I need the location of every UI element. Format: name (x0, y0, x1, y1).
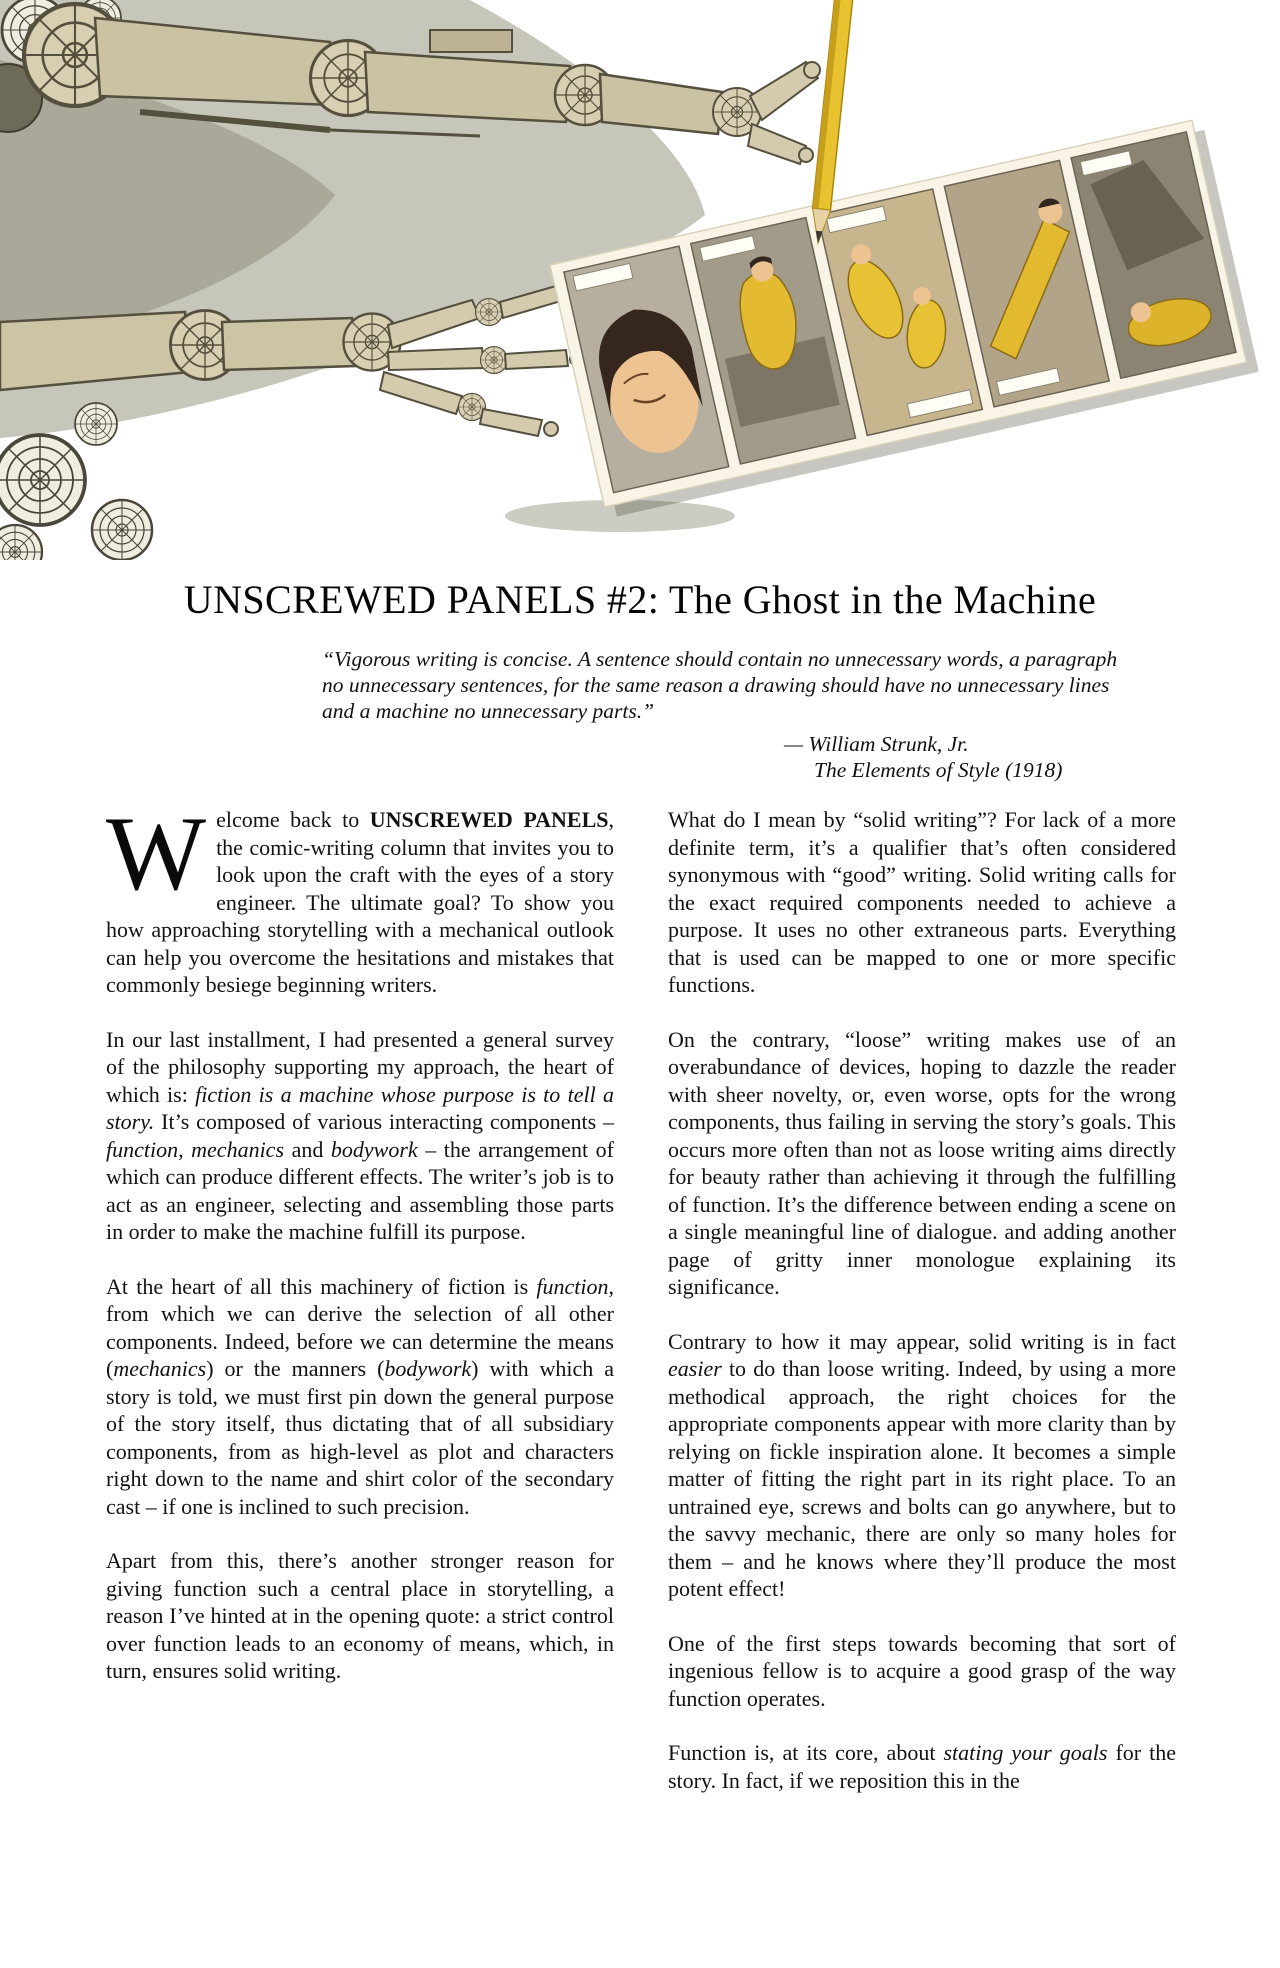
text-segment: Contrary to how it may appear, solid writing is in fact (668, 1328, 1176, 1354)
header-illustration (0, 0, 1280, 560)
text-segment: mechanics (113, 1356, 207, 1381)
text-segment: Apart from this, there’s another stronger reason for giving function such a central place in storytelling, a reason I’ve hinted at in the opening quote: a strict control over function leads to an economy of means, which, in turn, ensures solid writing. (106, 1548, 614, 1683)
body-paragraph (106, 795, 614, 999)
text-segment: , the comic-writing column that invites you to look upon the craft with the eyes of a story engineer. The ultimate goal? To show you how approaching storytelling with a mechanical outlook can help you overcome the hesitations and mistakes that commonly besiege beginning writers. (106, 807, 614, 997)
page-title: UNSCREWED PANELS #2: The Ghost in the Machine (183, 577, 1097, 622)
text-segment: On the contrary, “loose” writing makes use of an overabundance of devices, hoping to dazzle the reader with sheer novelty, or, even worse, opts for the wrong components, thus failing in serving the story’s goals. This occurs more often than not as loose writing aims directly for beauty rather than achieving it through the fulfilling of function. It’s the difference between ending a scene on a single meaningful line of dialogue. and adding another page of gritty inner monologue explaining its significance. (668, 1026, 1176, 1299)
text-segment: At the heart of all this machinery of fiction is (106, 1273, 537, 1299)
body-paragraph (668, 1026, 1176, 1301)
drop-cap: W (106, 795, 207, 912)
epigraph-source: The Elements of Style (1918) (814, 758, 1063, 782)
text-segment: and (284, 1136, 331, 1162)
text-segment: One of the first steps towards becoming that sort of ingenious fellow is to acquire a good grasp of the way function operates. (668, 1630, 1176, 1711)
text-segment: – the arrangement of which can produce different effects. The writer’s job is to act as an engineer, selecting and assembling those parts in order to make the machine fulfill its purpose. (106, 1136, 615, 1244)
body-paragraph (668, 806, 1176, 999)
body-paragraph (106, 1026, 614, 1246)
text-segment: Function is, at its core, about (668, 1740, 944, 1765)
body-paragraph (106, 1547, 614, 1685)
text-segment: It’s composed of various interacting components – (154, 1109, 614, 1134)
epigraph (322, 646, 1132, 783)
left-column (106, 795, 615, 1685)
text-segment: UNSCREWED PANELS (369, 807, 609, 832)
body-paragraph (668, 1739, 1176, 1794)
text-segment: What do I mean by “solid writing”? For lack of a more definite term, it’s a qualifier that’s often considered synonymous with “good” writing. Solid writing calls for the exact required components needed to achieve a purpose. It uses no other extraneous parts. Everything that is used can be mapped to one or more specific functions. (668, 807, 1176, 997)
text-segment: for the story. In fact, if we reposition this in the (668, 1740, 1177, 1793)
epigraph-attribution: — William Strunk, Jr. (784, 732, 969, 756)
text-segment: In our last installment, I had presented a general survey of the philosophy supporting my approach, the heart of which is: (106, 1026, 614, 1107)
text-segment: ) with which a story is told, we must first pin down the general purpose of the story itself, thus dictating that of all subsidiary components, from as high-level as plot and characters right down to the name and shirt color of the secondary cast – if one is inclined to such precision. (106, 1356, 615, 1519)
text-segment: stating your goals (943, 1740, 1108, 1765)
text-segment: elcome back to (216, 807, 370, 832)
text-segment: bodywork (384, 1356, 472, 1381)
text-segment: easier (668, 1356, 722, 1381)
text-segment: , from which we can derive the selection of all other components. Indeed, before we can determine the means ( (106, 1273, 614, 1381)
body-paragraph (668, 1328, 1176, 1603)
body-paragraph (106, 1273, 614, 1521)
epigraph-text: “Vigorous writing is concise. A sentence should contain no unnecessary words, a paragraph no unnecessary sentences, for the same reason a drawing should have no unnecessary lines and a machine no unnecessary parts.” (322, 647, 1118, 723)
text-segment: to do than loose writing. Indeed, by using a more methodical approach, the right choices for the appropriate components appear with more clarity than by relying on fickle inspiration alone. It becomes a simple matter of fitting the right part in its right place. To an untrained eye, screws and bolts can go anywhere, but to the savvy mechanic, there are only so many holes for them – and he knows where they’ll produce the most potent effect! (668, 1356, 1176, 1601)
body-paragraph (668, 1630, 1176, 1713)
text-segment: ) or the manners ( (206, 1356, 385, 1381)
right-column (668, 806, 1176, 1794)
text-segment: function (536, 1273, 609, 1299)
header-artwork (0, 0, 1280, 560)
text-segment: fiction is a machine whose purpose is to tell a story. (106, 1081, 614, 1134)
text-segment: function, mechanics (106, 1136, 285, 1162)
text-segment: bodywork (330, 1136, 418, 1162)
